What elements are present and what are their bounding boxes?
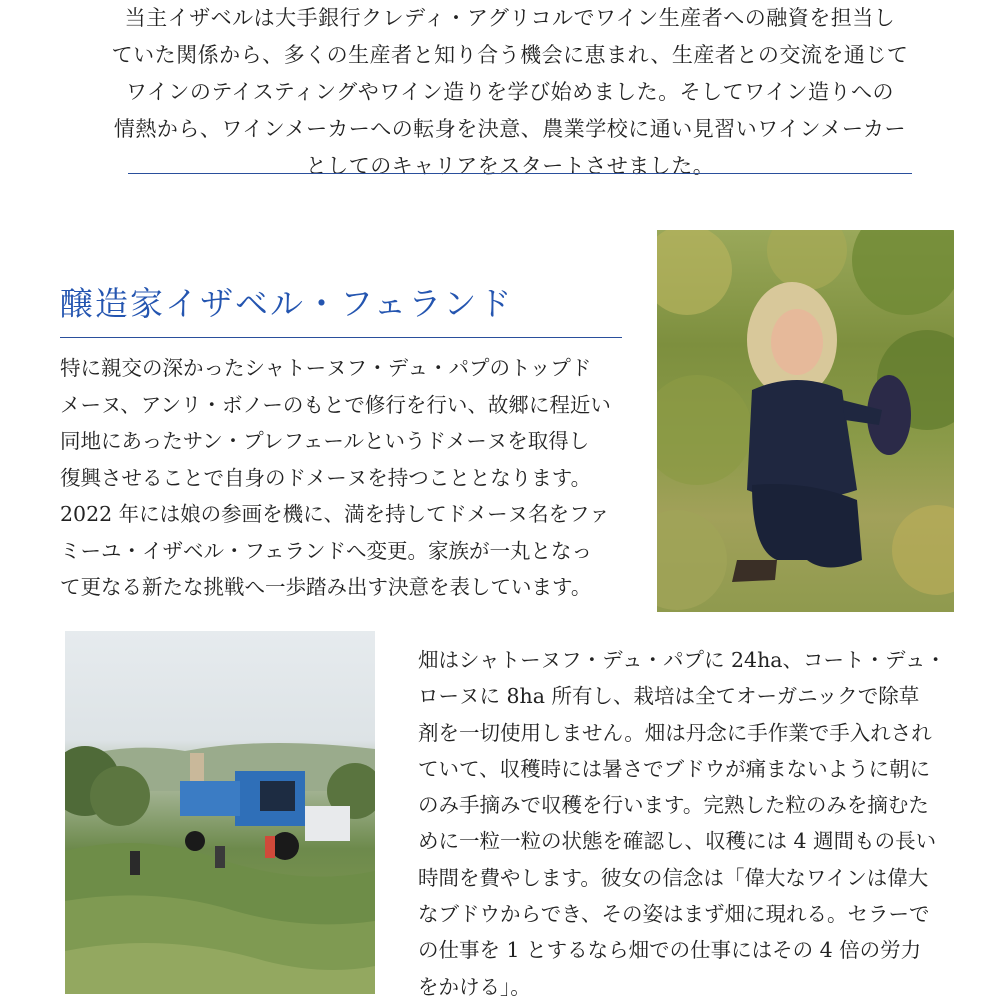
paragraph-line: 畑はシャトーヌフ・デュ・パプに 24ha、コート・デュ・ (418, 648, 946, 672)
paragraph-line: の仕事を 1 とするなら畑での仕事にはその 4 倍の労力 (418, 938, 922, 963)
intro-line: ていた関係から、多くの生産者と知り合う機会に恵まれ、生産者との交流を通じて (111, 43, 909, 67)
paragraph-line: めに一粒一粒の状態を確認し、収穫には 4 週間もの長い (418, 829, 937, 854)
paragraph-line: メーヌ、アンリ・ボノーのもとで修行を行い、故郷に程近い (60, 392, 611, 417)
intro-line: ワインのテイスティングやワイン造りを学び始めました。そしてワイン造りへの (126, 80, 894, 104)
paragraph-line: なブドウからでき、その姿はまず畑に現れる。セラーで (418, 902, 930, 927)
paragraph-line: 復興させることで自身のドメーヌを持つこととなります。 (60, 465, 592, 490)
paragraph-line: 同地にあったサン・プレフェールというドメーヌを取得し (60, 429, 590, 453)
harvest-photo (65, 631, 375, 994)
paragraph-line: て更なる新たな挑戦へ一歩踏み出す決意を表しています。 (60, 575, 592, 599)
paragraph-training (60, 350, 640, 606)
intro-line: 情熱から、ワインメーカーへの転身を決意、農業学校に通い見習いワインメーカー (113, 117, 907, 141)
paragraph-line: ローヌに 8ha 所有し、栽培は全てオーガニックで除草 (418, 684, 920, 709)
paragraph-line: ていて、収穫時には暑さでブドウが痛まないように朝に (418, 756, 931, 781)
paragraph-line: のみ手摘みで収穫を行います。完熟した粒のみを摘むた (418, 793, 929, 818)
divider-rule (128, 173, 912, 174)
paragraph-line: をかける」。 (418, 974, 531, 999)
paragraph-line: ミーユ・イザベル・フェランドへ変更。家族が一丸となっ (60, 538, 592, 563)
paragraph-line: 特に親交の深かったシャトーヌフ・デュ・パプのトップド (60, 356, 592, 380)
heading-underline (60, 337, 622, 338)
intro-line: としてのキャリアをスタートさせました。 (305, 154, 715, 178)
paragraph-line: 時間を費やします。彼女の信念は「偉大なワインは偉大 (418, 865, 929, 890)
intro-line: 当主イザベルは大手銀行クレディ・アグリコルでワイン生産者への融資を担当し (124, 6, 896, 30)
paragraph-vineyard (418, 642, 978, 1005)
paragraph-line: 2022 年には娘の参画を機に、満を持してドメーヌ名をファ (60, 502, 610, 526)
winemaker-portrait-photo (657, 230, 954, 612)
section-heading: 醸造家イザベル・フェランド (60, 284, 514, 323)
intro-text (100, 0, 920, 185)
paragraph-line: 剤を一切使用しません。畑は丹念に手作業で手入れされ (418, 720, 932, 745)
